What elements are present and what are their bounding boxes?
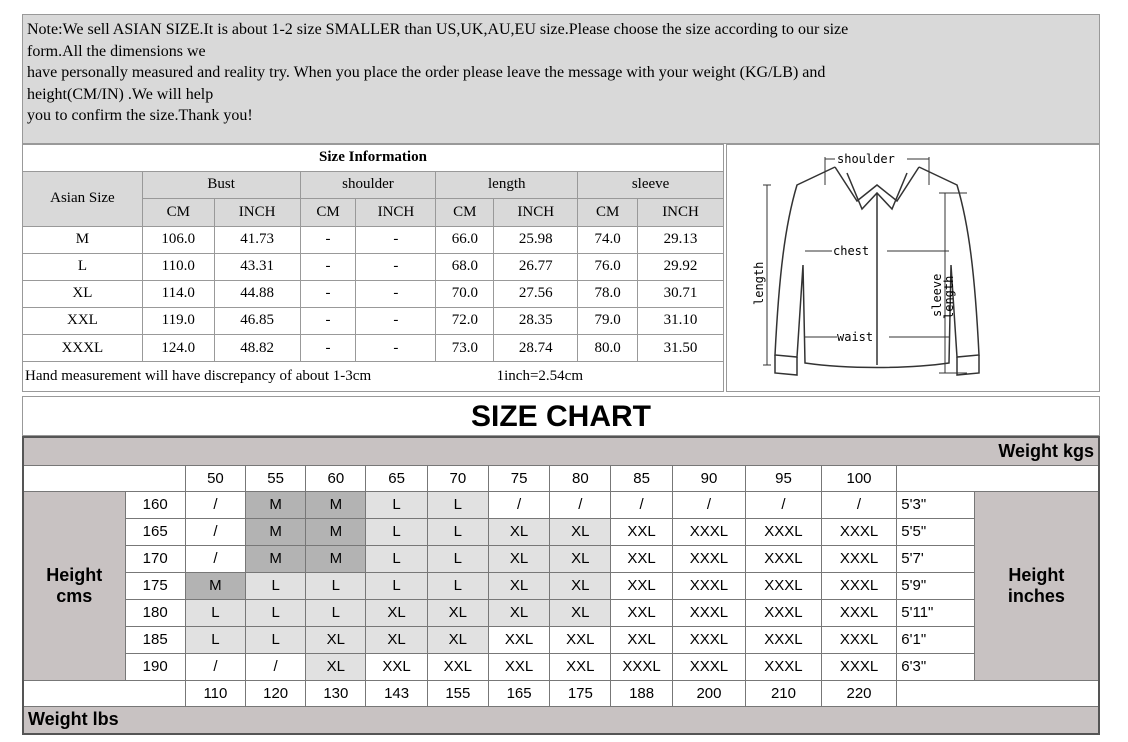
size-cell: L [246, 599, 306, 626]
weight-lbs-label: Weight lbs [23, 706, 1099, 734]
measurement-cell: 80.0 [578, 335, 638, 362]
sleeve-label: sleeve [930, 273, 944, 317]
unit-header: CM [436, 199, 494, 227]
size-cell: XXXL [672, 518, 746, 545]
size-cell: M [246, 491, 306, 518]
unit-header: INCH [638, 199, 724, 227]
size-cell: XXL [611, 626, 672, 653]
note-line: have personally measured and reality try. When you place the order please leave the message with your weight (KG/LB) and [27, 64, 826, 81]
size-cell: / [185, 653, 245, 680]
table-row [23, 253, 724, 280]
measurement-cell: - [356, 307, 436, 334]
note-line: form.All the dimensions we [27, 42, 206, 60]
weight-lb-cell: 188 [611, 680, 672, 706]
height-inch-cell: 5'7' [897, 545, 975, 572]
size-cell: XXXL [611, 653, 672, 680]
blank-cell [23, 680, 185, 706]
measurement-cell: 79.0 [578, 307, 638, 334]
weight-lb-cell: 210 [746, 680, 822, 706]
inch-conversion: 1inch=2.54cm [496, 368, 584, 385]
size-cell: M [306, 545, 366, 572]
note-line: Note:We sell ASIAN SIZE.It is about 1-2 size SMALLER than US,UK,AU,EU size.Please choose the size according to our size [27, 21, 849, 38]
size-cell: XXXL [746, 518, 822, 545]
size-information-table [22, 144, 724, 392]
asian-size-cell: XXXL [23, 335, 143, 362]
size-cell: XXL [611, 599, 672, 626]
measurement-cell: 72.0 [436, 307, 494, 334]
blank-cell [897, 680, 1099, 706]
weight-kg-header: 95 [746, 465, 822, 491]
height-cm-cell: 185 [125, 626, 185, 653]
measurement-cell: 124.0 [142, 335, 214, 362]
table-row [23, 572, 1099, 599]
size-cell: XL [366, 599, 427, 626]
size-cell: XXL [366, 653, 427, 680]
height-cms-label [23, 491, 125, 680]
size-cell: XXXL [672, 545, 746, 572]
measurement-cell: 76.0 [578, 253, 638, 280]
weight-kg-header: 65 [366, 465, 427, 491]
weight-lb-cell: 175 [550, 680, 611, 706]
size-cell: XXXL [821, 626, 897, 653]
size-information-section [22, 144, 1100, 394]
size-cell: XXXL [672, 626, 746, 653]
size-cell: L [306, 599, 366, 626]
height-cm-cell: 175 [125, 572, 185, 599]
measurement-cell: 28.35 [494, 307, 578, 334]
height-inch-cell: 6'1" [897, 626, 975, 653]
size-cell: XXL [550, 653, 611, 680]
measurement-cell: 25.98 [494, 226, 578, 253]
weight-lb-cell: 155 [427, 680, 488, 706]
measurement-cell: 110.0 [142, 253, 214, 280]
measurement-cell: 31.50 [638, 335, 724, 362]
height-cm-cell: 180 [125, 599, 185, 626]
unit-header: INCH [214, 199, 300, 227]
measurement-cell: 70.0 [436, 280, 494, 307]
size-cell: L [427, 518, 488, 545]
weight-kg-header: 70 [427, 465, 488, 491]
size-cell: XXXL [746, 626, 822, 653]
size-chart-table [22, 436, 1100, 735]
size-cell: XXXL [746, 653, 822, 680]
weight-kg-header: 85 [611, 465, 672, 491]
size-cell: XXL [427, 653, 488, 680]
sleeve-length-label: length [942, 275, 956, 319]
height-cm-cell: 190 [125, 653, 185, 680]
height-cms-label-line: Height [46, 564, 103, 585]
size-cell: M [185, 572, 245, 599]
size-cell: XL [488, 572, 549, 599]
size-cell: / [746, 491, 822, 518]
measurement-cell: - [300, 307, 356, 334]
weight-lb-cell: 165 [488, 680, 549, 706]
measurement-cell: - [356, 253, 436, 280]
measurement-cell: 46.85 [214, 307, 300, 334]
size-cell: / [185, 518, 245, 545]
measurement-cell: 78.0 [578, 280, 638, 307]
measurement-cell: 66.0 [436, 226, 494, 253]
size-cell: / [246, 653, 306, 680]
size-cell: / [611, 491, 672, 518]
size-cell: M [306, 491, 366, 518]
measurement-cell: 29.13 [638, 226, 724, 253]
length-label: length [752, 261, 766, 305]
measurement-cell: 28.74 [494, 335, 578, 362]
measurement-cell: 31.10 [638, 307, 724, 334]
weight-kg-header: 80 [550, 465, 611, 491]
unit-header: INCH [494, 199, 578, 227]
blank-cell [897, 465, 1099, 491]
weight-lb-cell: 220 [821, 680, 897, 706]
size-cell: XXXL [746, 545, 822, 572]
size-cell: L [366, 545, 427, 572]
size-cell: M [246, 518, 306, 545]
asian-size-cell: M [23, 226, 143, 253]
size-cell: XL [427, 626, 488, 653]
size-cell: M [306, 518, 366, 545]
size-cell: XXXL [672, 599, 746, 626]
size-cell: XXXL [672, 572, 746, 599]
size-cell: / [488, 491, 549, 518]
weight-lb-cell: 200 [672, 680, 746, 706]
bust-header: Bust [142, 171, 300, 199]
sleeve-header: sleeve [578, 171, 724, 199]
size-information-title: Size Information [23, 145, 724, 172]
shirt-outline-icon [775, 167, 979, 375]
size-chart-title: SIZE CHART [22, 396, 1100, 436]
size-cell: XXXL [746, 572, 822, 599]
weight-kg-header: 100 [821, 465, 897, 491]
size-cell: XL [488, 545, 549, 572]
weight-kgs-label: Weight kgs [23, 437, 1099, 465]
size-cell: XL [488, 518, 549, 545]
measurement-cell: 43.31 [214, 253, 300, 280]
size-cell: XL [550, 545, 611, 572]
measurement-cell: 73.0 [436, 335, 494, 362]
size-cell: XXXL [821, 545, 897, 572]
table-row [23, 653, 1099, 680]
table-row [23, 518, 1099, 545]
table-row [23, 491, 1099, 518]
size-cell: M [246, 545, 306, 572]
unit-header: CM [578, 199, 638, 227]
measurement-cell: 74.0 [578, 226, 638, 253]
size-note [22, 14, 1100, 144]
measurement-cell: 41.73 [214, 226, 300, 253]
measurement-cell: 119.0 [142, 307, 214, 334]
measurement-cell: - [356, 335, 436, 362]
weight-kg-header: 55 [246, 465, 306, 491]
measurement-cell: - [300, 226, 356, 253]
size-cell: L [185, 626, 245, 653]
size-cell: L [185, 599, 245, 626]
size-cell: L [306, 572, 366, 599]
weight-kg-header: 50 [185, 465, 245, 491]
asian-size-cell: XL [23, 280, 143, 307]
size-cell: L [366, 518, 427, 545]
shoulder-header: shoulder [300, 171, 436, 199]
table-row [23, 599, 1099, 626]
height-cm-cell: 160 [125, 491, 185, 518]
unit-header: INCH [356, 199, 436, 227]
table-row [23, 626, 1099, 653]
size-cell: XL [306, 653, 366, 680]
size-cell: XXL [550, 626, 611, 653]
size-cell: / [185, 491, 245, 518]
size-cell: L [427, 572, 488, 599]
unit-header: CM [142, 199, 214, 227]
size-cell: XXXL [672, 653, 746, 680]
asian-size-cell: L [23, 253, 143, 280]
size-cell: / [672, 491, 746, 518]
height-inches-label-line: inches [1007, 585, 1065, 606]
length-header: length [436, 171, 578, 199]
measurement-cell: - [356, 226, 436, 253]
chest-label: chest [833, 244, 870, 258]
size-cell: / [821, 491, 897, 518]
size-cell: XXL [611, 545, 672, 572]
size-cell: XL [366, 626, 427, 653]
size-cell: L [366, 491, 427, 518]
size-cell: XL [550, 518, 611, 545]
note-line: you to confirm the size.Thank you! [27, 107, 253, 124]
measurement-cell: 44.88 [214, 280, 300, 307]
size-cell: XL [306, 626, 366, 653]
measurement-cell: - [300, 280, 356, 307]
note-line: height(CM/IN) .We will help [27, 85, 214, 103]
table-row [23, 226, 724, 253]
measurement-cell: - [300, 335, 356, 362]
measurement-cell: 114.0 [142, 280, 214, 307]
size-cell: XXXL [821, 518, 897, 545]
weight-kg-header: 90 [672, 465, 746, 491]
waist-label: waist [837, 330, 874, 344]
weight-lb-cell: 130 [306, 680, 366, 706]
height-inch-cell: 5'9" [897, 572, 975, 599]
size-cell: L [427, 545, 488, 572]
measurement-cell: 68.0 [436, 253, 494, 280]
size-cell: XXXL [821, 653, 897, 680]
size-cell: / [185, 545, 245, 572]
height-cms-label-line: cms [56, 585, 93, 606]
height-inches-label [974, 491, 1099, 680]
measurement-cell: 26.77 [494, 253, 578, 280]
size-cell: L [427, 491, 488, 518]
shoulder-label: shoulder [837, 152, 895, 166]
weight-lb-cell: 143 [366, 680, 427, 706]
measurement-cell: - [300, 253, 356, 280]
size-cell: / [550, 491, 611, 518]
height-cm-cell: 170 [125, 545, 185, 572]
size-cell: XXL [488, 653, 549, 680]
size-guide [22, 14, 1100, 735]
table-row [23, 545, 1099, 572]
size-cell: L [246, 626, 306, 653]
height-inch-cell: 5'5" [897, 518, 975, 545]
size-cell: L [366, 572, 427, 599]
height-cm-cell: 165 [125, 518, 185, 545]
weight-kg-header: 60 [306, 465, 366, 491]
size-cell: XL [550, 572, 611, 599]
measurement-cell: 48.82 [214, 335, 300, 362]
size-cell: XXXL [821, 572, 897, 599]
blank-cell [23, 465, 185, 491]
size-cell: XL [488, 599, 549, 626]
shirt-measurement-diagram [726, 144, 1100, 392]
table-row [23, 307, 724, 334]
size-cell: XXL [611, 518, 672, 545]
size-cell: L [246, 572, 306, 599]
weight-lb-cell: 120 [246, 680, 306, 706]
measurement-cell: 30.71 [638, 280, 724, 307]
height-inches-label-line: Height [1008, 564, 1065, 585]
asian-size-header: Asian Size [23, 171, 143, 226]
measurement-cell: - [356, 280, 436, 307]
discrepancy-note: Hand measurement will have discrepancy of about 1-3cm [25, 368, 372, 385]
measurement-cell: 27.56 [494, 280, 578, 307]
measurement-cell: 29.92 [638, 253, 724, 280]
size-cell: XXL [611, 572, 672, 599]
size-cell: XL [550, 599, 611, 626]
unit-header: CM [300, 199, 356, 227]
asian-size-cell: XXL [23, 307, 143, 334]
weight-kg-header: 75 [488, 465, 549, 491]
height-inch-cell: 5'11" [897, 599, 975, 626]
size-cell: XXL [488, 626, 549, 653]
size-footer [23, 362, 724, 392]
measurement-cell: 106.0 [142, 226, 214, 253]
height-inch-cell: 5'3" [897, 491, 975, 518]
size-cell: XL [427, 599, 488, 626]
weight-lb-cell: 110 [185, 680, 245, 706]
table-row [23, 280, 724, 307]
height-inch-cell: 6'3" [897, 653, 975, 680]
table-row [23, 335, 724, 362]
size-cell: XXXL [746, 599, 822, 626]
size-cell: XXXL [821, 599, 897, 626]
